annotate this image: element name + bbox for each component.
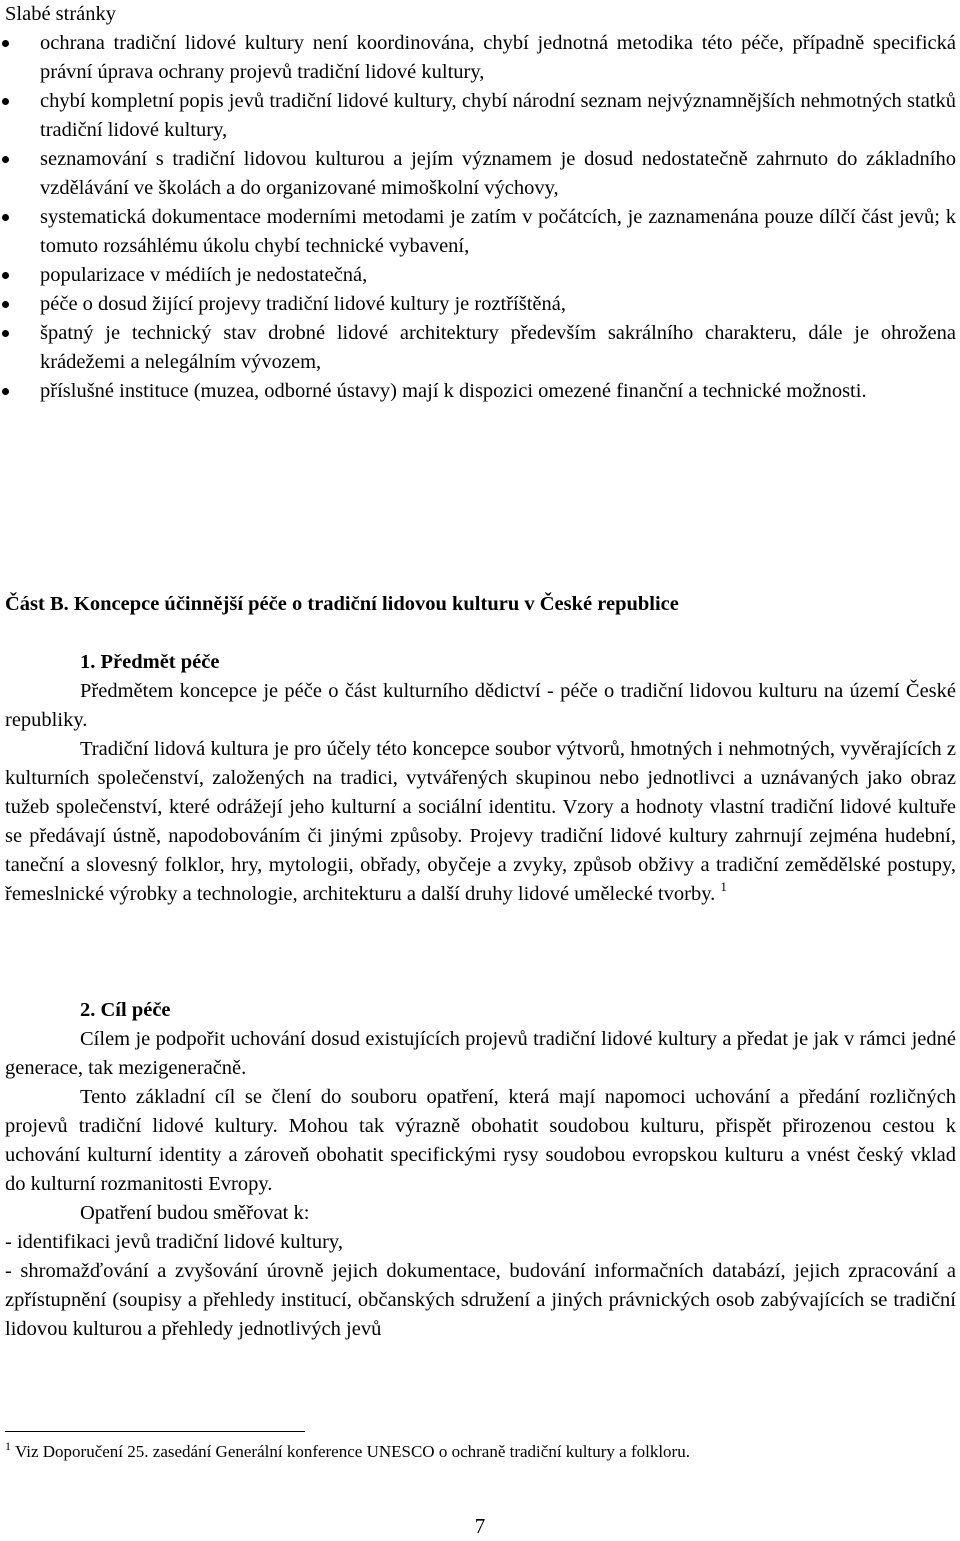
list-item: příslušné instituce (muzea, odborné ústavy) mají k dispozici omezené finanční a technické možnosti. bbox=[0, 377, 956, 406]
bullet-icon bbox=[2, 156, 9, 163]
list-item: péče o dosud žijící projevy tradiční lidové kultury je roztříštěná, bbox=[0, 290, 956, 319]
footnote-text: Viz Doporučení 25. zasedání Generální konference UNESCO o ochraně tradiční kultury a folkloru. bbox=[15, 1442, 690, 1461]
part-b-heading: Část B. Koncepce účinnější péče o tradiční lidovou kulturu v České republice bbox=[5, 593, 679, 615]
list-item: seznamování s tradiční lidovou kulturou a jejím významem je dosud nedostatečně zahrnuto do základního vzdělávání ve školách a do organizované mimoškolní výchovy, bbox=[0, 145, 956, 203]
bullet-icon bbox=[2, 388, 9, 395]
section-2 bbox=[5, 996, 956, 1344]
page-number: 7 bbox=[474, 1514, 486, 1538]
section-2-heading: 2. Cíl péče bbox=[80, 999, 171, 1021]
bullet-icon bbox=[2, 301, 9, 308]
list-item: chybí kompletní popis jevů tradiční lidové kultury, chybí národní seznam nejvýznamnějších nehmotných statků tradiční lidové kultury, bbox=[0, 87, 956, 145]
section-1-paragraph-1: Předmětem koncepce je péče o část kulturního dědictví - péče o tradiční lidovou kulturu na území České republiky. bbox=[5, 680, 956, 731]
measure-item-1: - identifikaci jevů tradiční lidové kultury, bbox=[5, 1231, 343, 1253]
list-item: systematická dokumentace moderními metodami je zatím v počátcích, je zaznamenána pouze dílčí část jevů; k tomuto rozsáhlému úkolu chybí technické vybavení, bbox=[0, 203, 956, 261]
list-item: špatný je technický stav drobné lidové architektury především sakrálního charakteru, dále je ohrožena krádežemi a nelegálním vývozem, bbox=[0, 319, 956, 377]
weaknesses-list bbox=[0, 29, 956, 406]
section-1-heading: 1. Předmět péče bbox=[80, 651, 220, 673]
bullet-icon bbox=[2, 272, 9, 279]
footnote-mark: 1 bbox=[5, 1439, 11, 1453]
measures-intro: Opatření budou směřovat k: bbox=[80, 1202, 310, 1224]
weaknesses-title: Slabé stránky bbox=[5, 3, 117, 25]
bullet-icon bbox=[2, 214, 9, 221]
footnote-reference: 1 bbox=[720, 879, 727, 894]
section-1-paragraph-2: Tradiční lidová kultura je pro účely této koncepce soubor výtvorů, hmotných i nehmotných, vyvěrajících z kulturních společenství, založených na tradici, vytvářených skupinou nebo jednotlivci a uznávaných jako obraz tužeb společenství, které odrážejí jeho kulturní a sociální identitu. Vzory a hodnoty vlastní tradiční lidové kultuře se předávají ústně, napodobováním či jinými způsoby. Projevy tradiční lidové kultury zahrnují zejména hudební, taneční a slovesný folklor, hry, mytologii, obřady, obyčeje a zvyky, způsob obživy a tradiční zemědělské postupy, řemeslnické výrobky a technologie, architekturu a další druhy lidové umělecké tvorby. $^1$ bbox=[5, 738, 956, 905]
list-item: popularizace v médiích je nedostatečná, bbox=[0, 261, 956, 290]
section-2-paragraph-2: Tento základní cíl se člení do souboru opatření, která mají napomoci uchování a předání rozličných projevů tradiční lidové kultury. Mohou tak výrazně obohatit soudobou kulturu, přispět přirozenou cestou k uchování kulturní identity a zároveň obohatit specifickými rysy soudobou evropskou kulturu a vnést český vklad do kulturní rozmanitosti Evropy. bbox=[5, 1086, 956, 1195]
footnote bbox=[5, 1441, 690, 1463]
bullet-icon bbox=[2, 98, 9, 105]
bullet-icon bbox=[2, 40, 9, 47]
footnote-divider bbox=[5, 1431, 305, 1432]
section-2-paragraph-1: Cílem je podpořit uchování dosud existujících projevů tradiční lidové kultury a předat je jak v rámci jedné generace, tak mezigeneračně. bbox=[5, 1028, 956, 1079]
section-1 bbox=[5, 648, 956, 909]
bullet-icon bbox=[2, 330, 9, 337]
list-item: ochrana tradiční lidové kultury není koordinována, chybí jednotná metodika této péče, případně specifická právní úprava ochrany projevů tradiční lidové kultury, bbox=[0, 29, 956, 87]
measure-item-2: - shromažďování a zvyšování úrovně jejich dokumentace, budování informačních databází, jejich zpracování a zpřístupnění (soupisy a přehledy institucí, občanských sdružení a jiných právnických osob zabývajících se tradiční lidovou kulturou a přehledy jednotlivých jevů bbox=[5, 1260, 956, 1340]
